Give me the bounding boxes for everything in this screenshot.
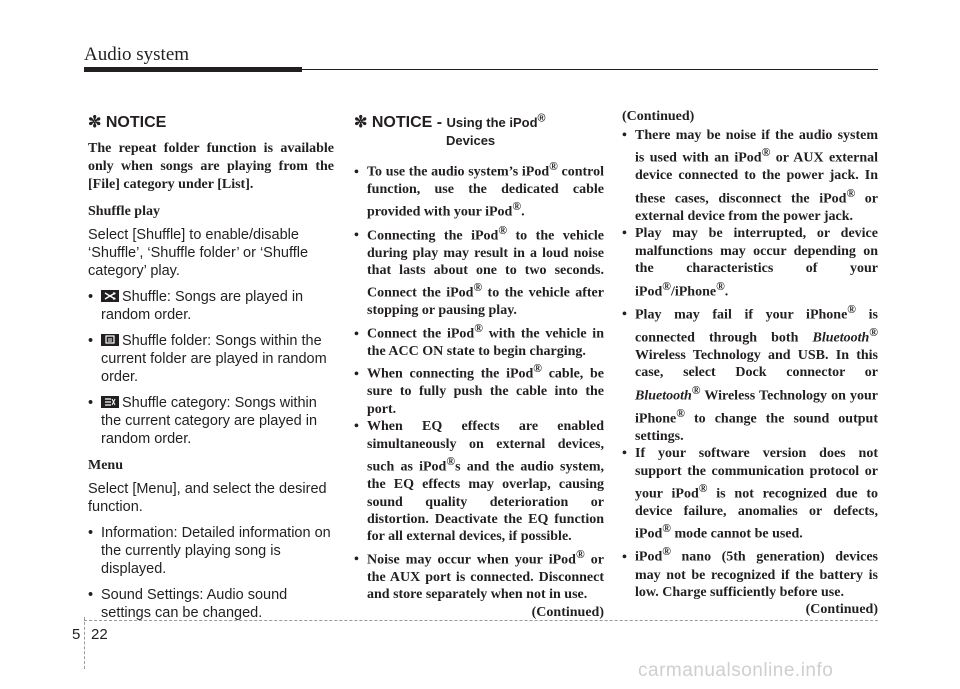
menu-list	[88, 524, 334, 622]
column-2	[354, 112, 604, 621]
list-item: • Noise may occur when your iPod® or the AUX port is connected. Disconnect and store separately when not in use.	[354, 547, 605, 603]
list-item: • When connecting the iPod® cable, be sure to fully push the cable into the port.	[354, 362, 604, 417]
page-header-title: Audio system	[84, 44, 190, 65]
list-item: • Sound Settings: Audio sound settings can be changed.	[88, 587, 288, 621]
ipod-notice-list	[354, 158, 604, 604]
list-item: • When EQ effects are enabled simultaneously on external devices, such as iPod®s and the audio system, the EQ effects may overlap, causing sound quality deterioration or distortion. Deactivate the EQ function for all external devices, if possible.	[354, 419, 604, 545]
footer-divider	[84, 617, 85, 669]
page-number: 22	[91, 626, 108, 643]
shuffle-intro: Select [Shuffle] to enable/disable ‘Shuffle’, ‘Shuffle folder’ or ‘Shuffle category’ play.	[88, 227, 309, 279]
list-item: • Information: Detailed information on the currently playing song is displayed.	[88, 525, 331, 577]
list-item: • Shuffle: Songs are played in random order.	[88, 289, 304, 323]
continued-top-label: (Continued)	[622, 109, 695, 124]
notice-star-icon: ✼	[88, 114, 106, 131]
shuffle-heading: Shuffle play	[88, 204, 160, 219]
continued-label: (Continued)	[805, 602, 878, 618]
notice-text: The repeat folder function is available only when songs are playing from the [File] category under [List].	[88, 141, 334, 192]
watermark: carmanualsonline.info	[638, 660, 834, 681]
list-item: • Play may be interrupted, or device malfunctions may occur depending on the characteristics of your iPod®/iPhone®.	[622, 226, 878, 300]
list-item: • Shuffle folder: Songs within the current folder are played in random order.	[88, 333, 327, 385]
list-item: • Shuffle category: Songs within the current category are played in random order.	[88, 395, 318, 447]
continued-label: (Continued)	[531, 604, 604, 620]
list-item: • Connect the iPod® with the vehicle in the ACC ON state to begin charging.	[354, 321, 604, 359]
list-item: • If your software version does not support the communication protocol or your iPod® is not recognized due to device failure, anomalies or defects, iPod® mode cannot be used.	[622, 446, 878, 543]
shuffle-category-icon	[101, 396, 119, 408]
shuffle-folder-icon	[101, 334, 119, 346]
list-item: • Connecting the iPod® to the vehicle during play may result in a loud noise that lasts about one to two seconds. Connect the iPod® to the vehicle after stopping or pausing play.	[354, 223, 605, 319]
header-rule	[302, 69, 878, 70]
list-item: • Play may fail if your iPhone® is connected through both Bluetooth® Wireless Technology and USB. In this case, select Dock connector or Bluetooth® Wireless Technology on your iPhone® to change the sound output settings.	[622, 302, 878, 444]
menu-heading: Menu	[88, 458, 123, 473]
section-number: 5	[72, 626, 81, 643]
menu-intro: Select [Menu], and select the desired function.	[88, 481, 327, 515]
list-item: • iPod® nano (5th generation) devices may not be recognized if the battery is low. Charge sufficiently before use.	[622, 545, 878, 600]
list-item: • To use the audio system’s iPod® control function, use the dedicated cable provided with your iPod®.	[354, 160, 604, 221]
shuffle-list	[88, 288, 334, 448]
column-1	[88, 112, 334, 632]
list-item: • There may be noise if the audio system is used with an iPod® or AUX external device connected to the power jack. In these cases, disconnect the iPod® or external device from the power jack.	[622, 128, 878, 224]
column-3	[622, 109, 878, 618]
footer-rule	[84, 620, 878, 621]
notice-heading: ✼ NOTICE	[88, 114, 167, 131]
notice-star-icon: ✼	[354, 114, 372, 131]
ipod-notice-heading: ✼ NOTICE - Using the iPod® Devices	[354, 112, 546, 148]
header-bar	[84, 67, 302, 72]
shuffle-icon	[101, 290, 119, 302]
ipod-notice-list-continued	[622, 127, 878, 601]
